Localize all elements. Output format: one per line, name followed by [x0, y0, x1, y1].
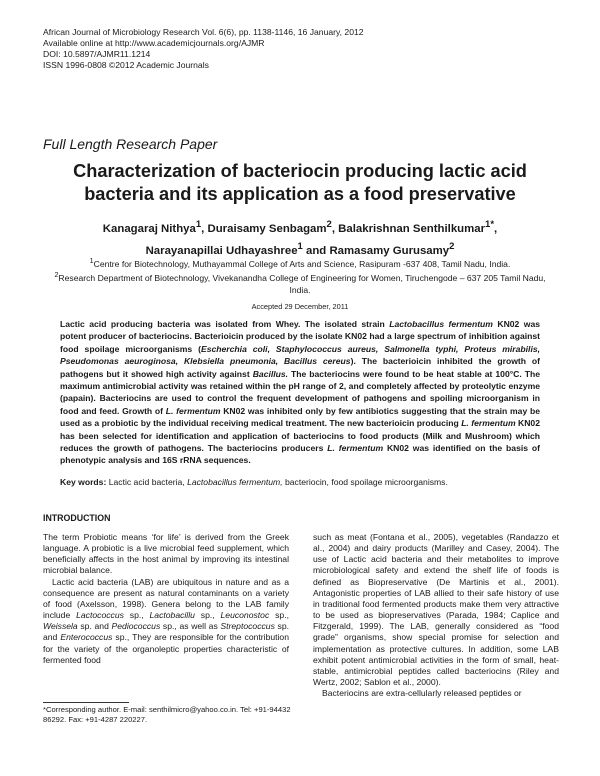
journal-header — [43, 27, 364, 71]
abstract: Lactic acid producing bacteria was isolated from Whey. The isolated strain Lactobacillus fermentum KN02 was potent producer of bacteriocins. Bacterioicin produced by the isolate KN02 had a large spectrum of inhibition against food spoilage microorganisms (Escherchia coli, Staphylococcus aureus, Salmonella typhi, Proteus mirabilis, Pseudomonas aeuroginosa, Klebsiella pneumonia, Bacillus cereus). The bacterioicin inhibited the growth of pathogens but it showed high activity against Bacillus. The bacteriocins were found to be heat stable at 100°C. The maximum antimicrobial activity was retained within the pH range of 2, and completely affected by proteolytic enzyme (papain). Bacteriocins are used to control the frequent development of pathogens and spoiling microorganism in food and feed. Growth of L. fermentum KN02 was inhibited only by few antibiotics suggesting that the strain may be used as a probiotic by the individual receiving medical treatment. The new bacterioicin producing L. fermentum KN02 has been selected for identification and application of bacteriocins to food products (Milk and Mushroom) which reduces the growth of pathogens. The bacteriocins producers L. fermentum KN02 was identified on the basis of phenotypic analysis and 16S rRNA sequences. — [60, 319, 541, 466]
author-affil-marker: 2 — [326, 219, 332, 230]
paragraph: Bacteriocins are extra-cellularly released peptides or — [322, 688, 522, 699]
affiliation-2: $^2$Research Department of Biotechnology, Vivekanandha College of Engineering for Women, Tiruchengode – 637 205 Tamil Nadu, India. — [54, 271, 546, 295]
affiliation-1: $^1$Centre for Biotechnology, Muthayammal College of Arts and Science, Rasipuram -637 408, Tamil Nadu, India. — [89, 257, 511, 269]
paragraph: The term Probiotic means ‘for life’ is derived from the Greek language. A probiotic is a live microbial feed supplement, which beneficially affects in the host animal by improving its intestinal microbial balance. — [43, 532, 289, 576]
title-line-1: Characterization of bacteriocin producing lactic acid — [73, 161, 527, 181]
body-column-left — [43, 532, 289, 666]
paper-title — [40, 160, 560, 206]
body-column-right — [313, 532, 559, 699]
author-affil-marker: 1* — [485, 219, 495, 230]
accepted-date: Accepted 29 December, 2011 — [251, 302, 349, 311]
title-line-2: bacteria and its application as a food preservative — [84, 184, 516, 204]
keywords: Key words: Lactic acid bacteria, Lactobacillus fermentum, bacteriocin, food spoilage microorganisms. — [60, 477, 448, 487]
footnote-divider — [43, 702, 129, 703]
author-name: Kanagaraj Nithya — [102, 222, 196, 235]
affiliations — [45, 256, 555, 296]
author-name: Ramasamy Gurusamy — [329, 244, 450, 257]
author-affil-marker: 1 — [297, 240, 303, 252]
author-affil-marker: 1 — [195, 219, 202, 230]
corresponding-author-footnote: *Corresponding author. E-mail: senthilmicro@yahoo.co.in. Tel: +91-94432 86292. Fax: +91-4287 220227. — [43, 705, 291, 724]
keywords-label: Key words: — [60, 477, 107, 487]
paragraph: Lactic acid bacteria (LAB) are ubiquitous in nature and as a consequence are present as natural contaminants on a variety of food (Axelsson, 1998). Genera belong to the LAB family include Lactococcus sp., Lactobacillu sp., Leuconostoc sp., Weissela sp. and Pediococcus sp., as well as Streptococcus sp. and Enterococcus sp., They are responsible for the contribution for the variety of the organoleptic properties characteristic of fermented food — [43, 576, 290, 665]
journal-citation: African Journal of Microbiology Research Vol. 6(6), pp. 1138-1146, 16 January, 2012 — [43, 27, 364, 37]
author-list: Kanagaraj Nithya$^1$, Duraisamy Senbagam$^2$, Balakrishnan Senthilkumar$^{1*}$, Narayanapillai Udhayashree$^1$ and Ramasamy Gurusamy$^2$ — [102, 219, 498, 257]
author-affil-marker: 2 — [449, 240, 455, 252]
paragraph: such as meat (Fontana et al., 2005), vegetables (Randazzo et al., 2004) and dairy products (Marilley and Casey, 2004). The use of Lactic acid bacteria and their metabolites to improve microbiological safety and extend the shelf life of foods is defined as Biopreservative (De Martinis et al., 2001). Antagonistic properties of LAB allied to their safe history of use in traditional food fermented products make them very attractive to be used as biopreservatives (Parada, 1984; Caplice and Fitzgerald, 1999). The LAB, generally considered as “food grade” organisms, show special promise for selection and implementation as protective cultures. In addition, some LAB exhibit potent antimicrobial activities in the form of small, heat-stable, antimicrobial peptides called bacteriocins (Riley and Wertz, 2002; Sablon et al., 2000). — [313, 532, 559, 688]
journal-url: Available online at http://www.academicjournals.org/AJMR — [43, 38, 265, 48]
author-name: Duraisamy Senbagam — [207, 222, 327, 235]
section-heading-introduction: INTRODUCTION — [43, 513, 111, 523]
author-conjunction: and — [306, 244, 327, 257]
paper-type: Full Length Research Paper — [43, 136, 218, 152]
issn: ISSN 1996-0808 ©2012 Academic Journals — [43, 60, 209, 70]
author-name: Narayanapillai Udhayashree — [145, 244, 298, 257]
author-name: Balakrishnan Senthilkumar — [338, 222, 486, 235]
doi: DOI: 10.5897/AJMR11.1214 — [43, 49, 151, 59]
